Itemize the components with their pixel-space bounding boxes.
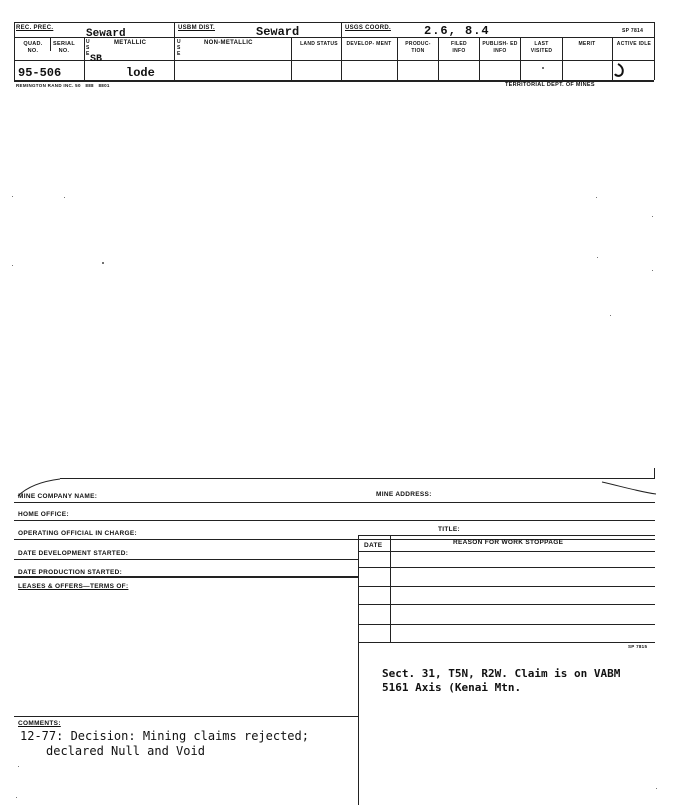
col-published-info: PUBLISH- ED INFO <box>482 41 518 54</box>
col-quad-no: QUAD. NO. <box>23 41 43 54</box>
comments-line1: 12-77: Decision: Mining claims rejected; <box>20 729 309 743</box>
printer-imprint: REMINGTON RAND INC. 50 888 8801 <box>16 83 110 88</box>
check-mark-icon <box>613 62 629 80</box>
col-non-metallic: NON-METALLIC <box>204 40 253 46</box>
col-serial-no: SERIAL NO. <box>53 41 75 54</box>
col-last-visited: LAST VISITED <box>530 41 553 54</box>
comments-label: COMMENTS: <box>18 720 61 727</box>
metallic-value: lode <box>126 66 155 80</box>
date-production-started-label: DATE PRODUCTION STARTED: <box>18 569 123 576</box>
usgs-coord-value: 2.6, 8.4 <box>424 24 490 38</box>
leases-offers-label: LEASES & OFFERS—TERMS OF: <box>18 583 129 590</box>
title-label: TITLE: <box>438 526 461 533</box>
bottom-form-number: SP 7815 <box>628 644 648 649</box>
stoppage-reason-header: REASON FOR WORK STOPPAGE <box>453 539 564 546</box>
comments-line2: declared Null and Void <box>46 744 205 758</box>
col-production: PRODUC- TION <box>405 41 431 54</box>
usbm-dist-value: Seward <box>256 25 300 39</box>
usgs-coord-label: USGS COORD. <box>345 25 391 31</box>
usbm-dist-label: USBM DIST. <box>178 25 216 31</box>
col-active-idle: ACTIVE IDLE <box>616 41 652 47</box>
stoppage-date-header: DATE <box>364 542 383 549</box>
operating-official-label: OPERATING OFFICIAL IN CHARGE: <box>18 530 137 537</box>
col-use-nonmetallic: U S E <box>177 39 181 57</box>
mine-company-name-label: MINE COMPANY NAME: <box>18 493 98 500</box>
col-use-metallic: U S E <box>86 39 90 57</box>
card-corner-curl-right <box>600 480 658 496</box>
home-office-label: HOME OFFICE: <box>18 511 69 518</box>
use-code-value: SB <box>90 54 103 65</box>
col-filed-info: FILED INFO <box>451 41 467 54</box>
col-development: DEVELOP- MENT <box>346 41 392 47</box>
mine-address-label: MINE ADDRESS: <box>376 491 432 498</box>
location-note-line1: Sect. 31, T5N, R2W. Claim is on VABM <box>382 667 621 680</box>
col-metallic: METALLIC <box>114 40 147 46</box>
rec-prec-value: Seward <box>86 28 126 40</box>
col-quad-serial <box>16 41 82 55</box>
col-land-status: LAND STATUS <box>300 41 338 47</box>
quad-serial-value: 95-506 <box>18 66 62 80</box>
rec-prec-label: REC. PREC. <box>16 25 54 31</box>
date-development-started-label: DATE DEVELOPMENT STARTED: <box>18 550 129 557</box>
col-merit: MERIT <box>578 41 596 47</box>
department-label: TERRITORIAL DEPT. OF MINES <box>505 82 595 88</box>
form-number: SP 7814 <box>622 28 644 34</box>
location-note-line2: 5161 Axis (Kenai Mtn. <box>382 681 522 694</box>
